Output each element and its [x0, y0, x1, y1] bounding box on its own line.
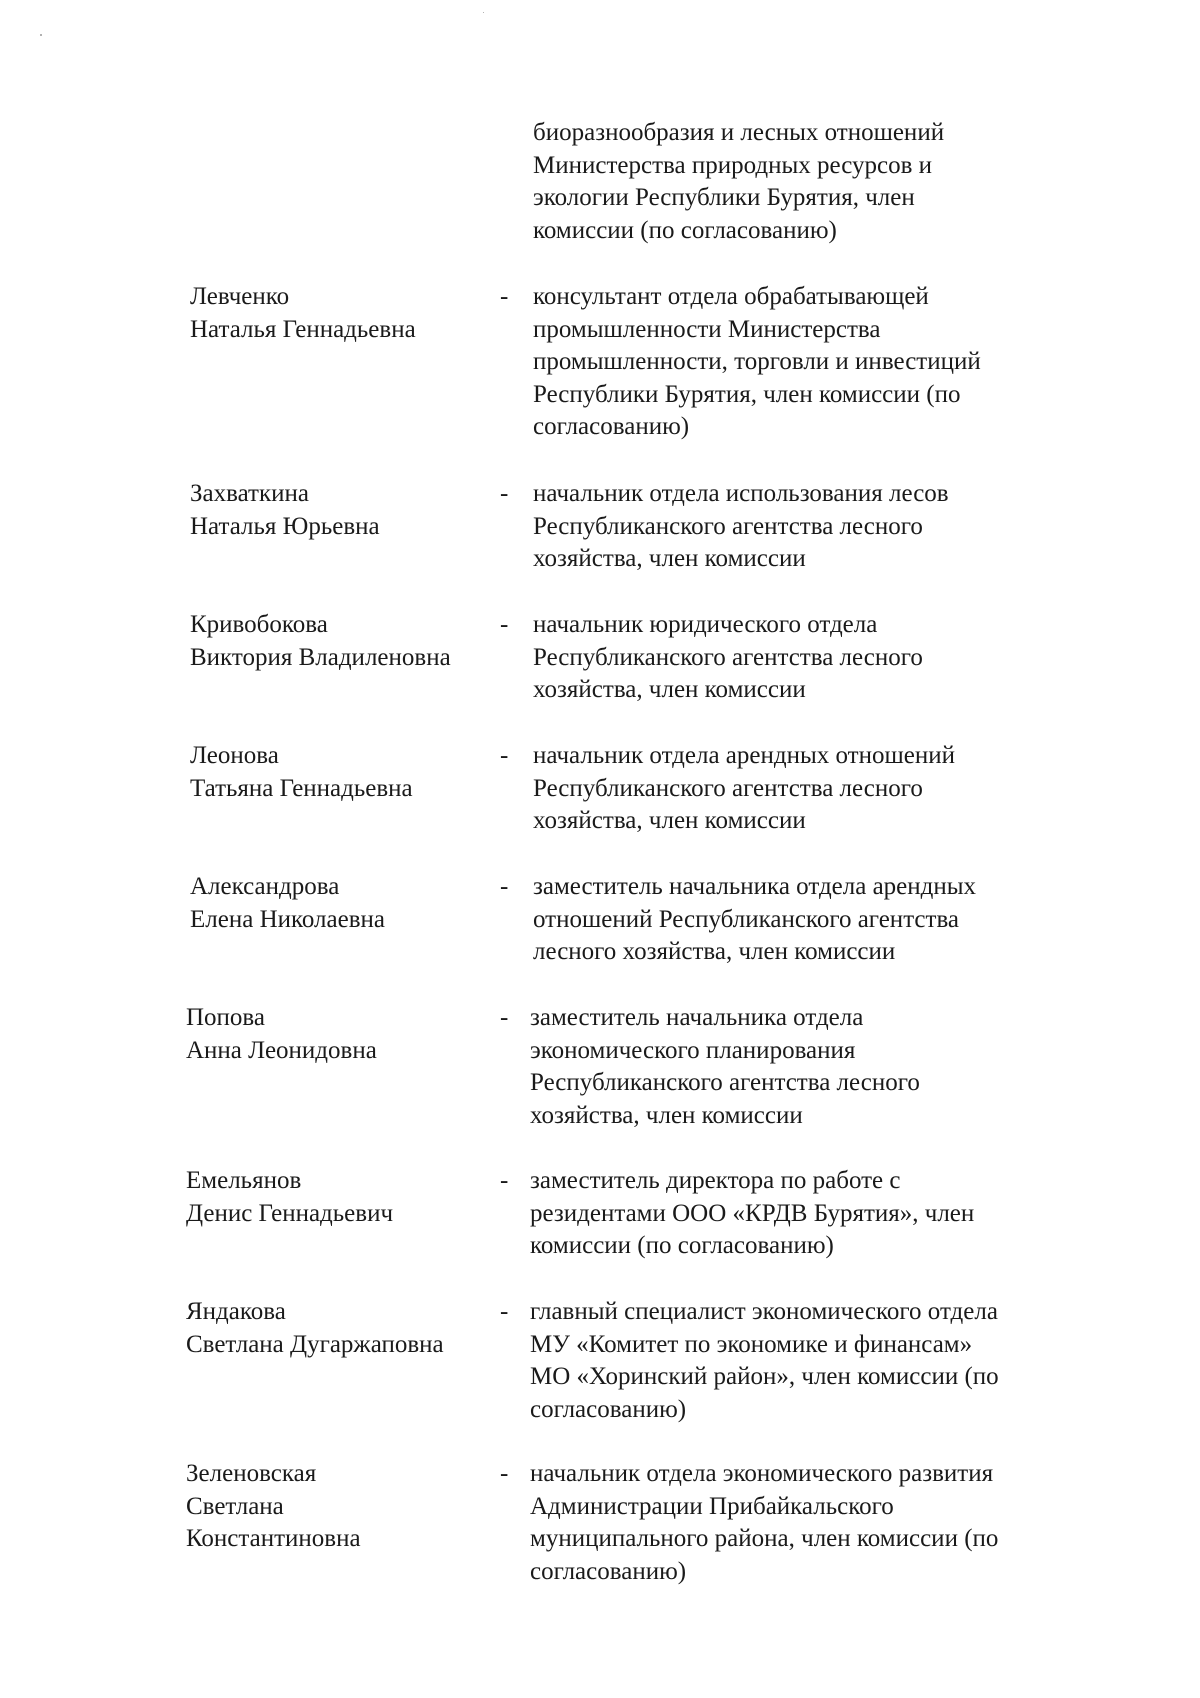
member-role: заместитель директора по работе с резидентами ООО «КРДВ Бурятия», член комиссии (по согласованию)	[530, 1167, 975, 1259]
member-role: главный специалист экономического отдела МУ «Комитет по экономике и финансам» МО «Хоринский район», член комиссии (по согласованию)	[530, 1298, 999, 1423]
member-name: Емельянов Денис Геннадьевич	[186, 1167, 394, 1227]
separator-dash: -	[500, 480, 509, 507]
member-name: Захваткина Наталья Юрьевна	[190, 480, 380, 540]
continuation-text: биоразнообразия и лесных отношений Министерства природных ресурсов и экологии Республики Бурятия, член комиссии (по согласованию)	[533, 119, 945, 244]
separator-dash: -	[500, 611, 509, 638]
member-role: начальник отдела экономического развития Администрации Прибайкальского муниципального района, член комиссии (по согласованию)	[530, 1460, 999, 1585]
separator-dash: -	[500, 283, 509, 310]
member-role: начальник отдела использования лесов Республиканского агентства лесного хозяйства, член комиссии	[533, 480, 949, 572]
member-name: Попова Анна Леонидовна	[186, 1004, 377, 1064]
member-name: Яндакова Светлана Дугаржаповна	[186, 1298, 444, 1358]
member-name: Александрова Елена Николаевна	[190, 873, 385, 933]
scan-speck	[483, 12, 484, 13]
member-name: Зеленовская Светлана Константиновна	[186, 1460, 361, 1552]
separator-dash: -	[500, 1004, 509, 1031]
separator-dash: -	[500, 1460, 509, 1487]
separator-dash: -	[500, 873, 509, 900]
separator-dash: -	[500, 742, 509, 769]
member-role: заместитель начальника отдела экономического планирования Республиканского агентства лесного хозяйства, член комиссии	[530, 1004, 920, 1129]
member-role: заместитель начальника отдела арендных отношений Республиканского агентства лесного хозяйства, член комиссии	[533, 873, 977, 965]
scan-speck	[40, 34, 42, 36]
member-role: консультант отдела обрабатывающей промышленности Министерства промышленности, торговли и инвестиций Республики Бурятия, член комиссии (по согласованию)	[533, 283, 981, 440]
member-name: Леонова Татьяна Геннадьевна	[190, 742, 413, 802]
member-role: начальник юридического отдела Республиканского агентства лесного хозяйства, член комиссии	[533, 611, 923, 703]
separator-dash: -	[500, 1298, 509, 1325]
separator-dash: -	[500, 1167, 509, 1194]
member-name: Левченко Наталья Геннадьевна	[190, 283, 416, 343]
member-name: Кривобокова Виктория Владиленовна	[190, 611, 451, 671]
member-role: начальник отдела арендных отношений Республиканского агентства лесного хозяйства, член комиссии	[533, 742, 955, 834]
